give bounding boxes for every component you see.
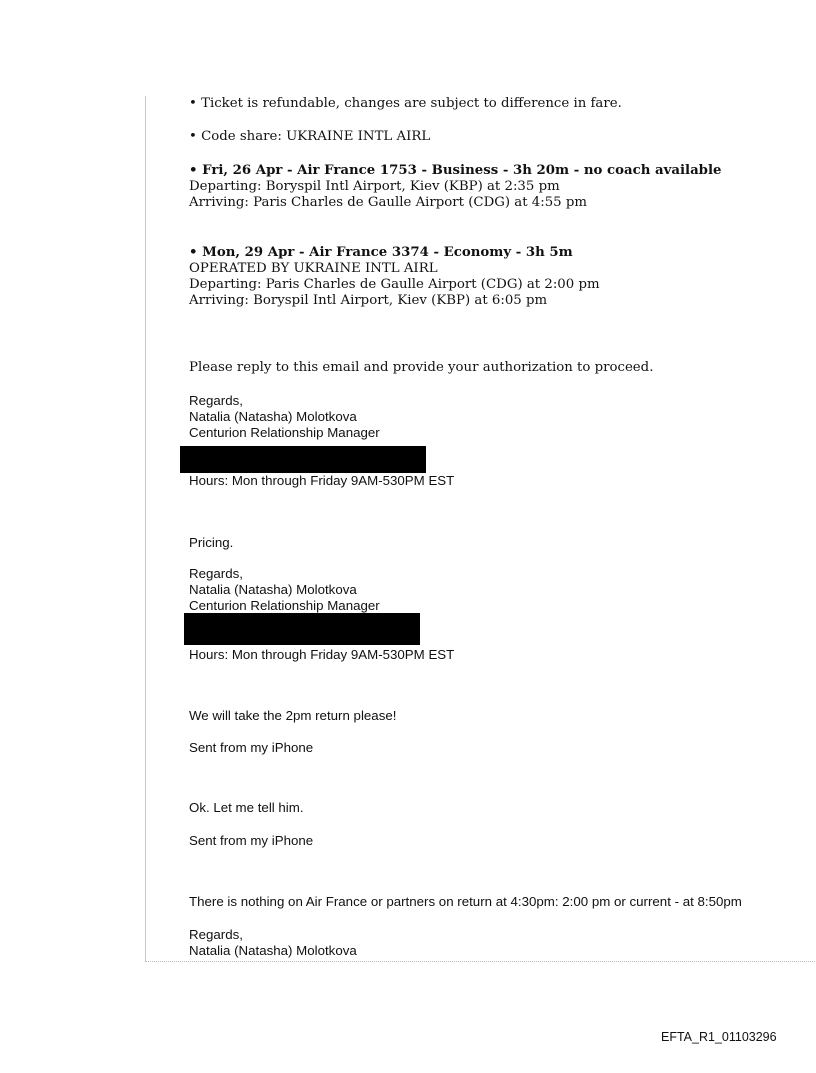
signature2-title: Centurion Relationship Manager: [189, 598, 380, 613]
signature2-name: Natalia (Natasha) Molotkova: [189, 582, 357, 597]
flight2-header: • Mon, 29 Apr - Air France 3374 - Economy - 3h 5m: [189, 245, 573, 260]
message-pricing: Pricing.: [189, 535, 234, 550]
message-tell-him: Ok. Let me tell him.: [189, 800, 304, 815]
signature1-hours: Hours: Mon through Friday 9AM-530PM EST: [189, 473, 455, 488]
bullet-codeshare: • Code share: UKRAINE INTL AIRL: [189, 129, 431, 144]
signature1-name: Natalia (Natasha) Molotkova: [189, 409, 357, 424]
flight1-arriving: Arriving: Paris Charles de Gaulle Airport (CDG) at 4:55 pm: [189, 195, 587, 210]
sent-from-iphone-1: Sent from my iPhone: [189, 740, 314, 755]
signature2-regards: Regards,: [189, 566, 243, 581]
flight2-departing: Departing: Paris Charles de Gaulle Airport (CDG) at 2:00 pm: [189, 277, 600, 292]
flight1-header: • Fri, 26 Apr - Air France 1753 - Business - 3h 20m - no coach available: [189, 163, 722, 178]
redaction-block: [184, 613, 420, 645]
flight2-arriving: Arriving: Boryspil Intl Airport, Kiev (KBP) at 6:05 pm: [189, 293, 548, 308]
sent-from-iphone-2: Sent from my iPhone: [189, 833, 314, 848]
reply-request: Please reply to this email and provide your authorization to proceed.: [189, 360, 654, 375]
message-take-return: We will take the 2pm return please!: [189, 708, 397, 723]
signature1-regards: Regards,: [189, 393, 243, 408]
signature2-hours: Hours: Mon through Friday 9AM-530PM EST: [189, 647, 455, 662]
bullet-refundable: • Ticket is refundable, changes are subject to difference in fare.: [189, 96, 622, 111]
redaction-block: [180, 446, 426, 473]
signature3-regards: Regards,: [189, 927, 243, 942]
signature3-name: Natalia (Natasha) Molotkova: [189, 943, 357, 958]
signature1-title: Centurion Relationship Manager: [189, 425, 380, 440]
document-id: EFTA_R1_01103296: [661, 1030, 777, 1044]
message-nothing-available: There is nothing on Air France or partners on return at 4:30pm: 2:00 pm or current - at 8:50pm: [189, 894, 742, 909]
flight1-departing: Departing: Boryspil Intl Airport, Kiev (KBP) at 2:35 pm: [189, 179, 560, 194]
flight2-operated-by: OPERATED BY UKRAINE INTL AIRL: [189, 261, 438, 276]
